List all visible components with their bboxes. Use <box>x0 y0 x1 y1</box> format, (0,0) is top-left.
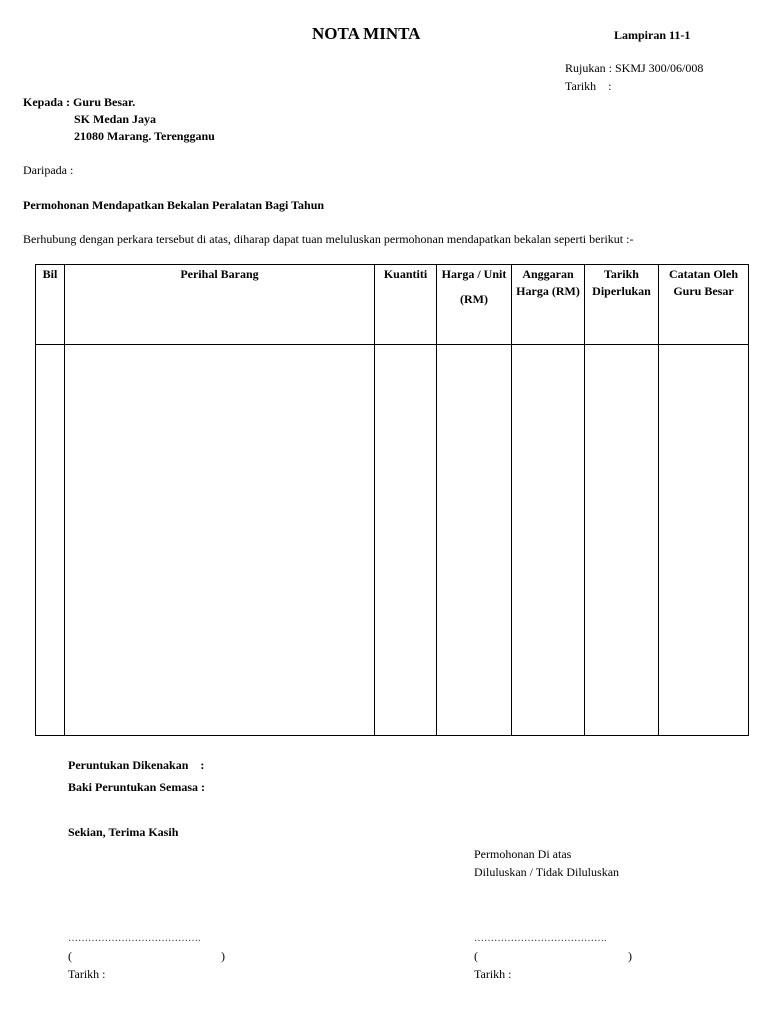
signature-line-right[interactable]: …………………………………. <box>474 933 607 944</box>
unit-price-label: Harga / Unit <box>441 267 507 281</box>
allocation-balance: Baki Peruntukan Semasa : <box>68 780 206 794</box>
cell-principal-notes[interactable] <box>659 345 749 736</box>
column-header-principal-notes: Catatan Oleh Guru Besar <box>659 265 749 345</box>
unit-price-currency: (RM) <box>460 292 488 306</box>
document-title: NOTA MINTA <box>312 24 421 43</box>
table-row <box>36 345 749 736</box>
name-bracket-close-left: ) <box>221 949 225 963</box>
name-bracket-open-left: ( <box>68 949 72 963</box>
intro-paragraph: Berhubung dengan perkara tersebut di atas, diharap dapat tuan meluluskan permohonan mendapatkan bekalan seperti berikut :- <box>23 232 634 246</box>
closing-line: Sekian, Terima Kasih <box>68 825 179 839</box>
column-header-estimated-price: Anggaran Harga (RM) <box>512 265 585 345</box>
items-table <box>35 264 749 736</box>
table-header-row <box>36 265 749 345</box>
column-header-bil: Bil <box>36 265 65 345</box>
recipient-address: 21080 Marang. Terengganu <box>74 129 215 143</box>
from-label: Daripada : <box>23 163 74 177</box>
subject-line: Permohonan Mendapatkan Bekalan Peralatan Bagi Tahun <box>23 198 325 212</box>
cell-quantity[interactable] <box>375 345 437 736</box>
reference-number: Rujukan : SKMJ 300/06/008 <box>565 61 704 75</box>
cell-date-required[interactable] <box>585 345 659 736</box>
approval-status-line2: Diluluskan / Tidak Diluluskan <box>474 865 620 879</box>
cell-unit-price[interactable] <box>437 345 512 736</box>
cell-bil[interactable] <box>36 345 65 736</box>
column-header-unit-price <box>437 265 512 345</box>
cell-estimated-price[interactable] <box>512 345 585 736</box>
date-field-header: Tarikh : <box>565 79 612 93</box>
column-header-quantity: Kuantiti <box>375 265 437 345</box>
approval-status-line1: Permohonan Di atas <box>474 847 572 861</box>
signature-line-left[interactable]: …………………………………. <box>68 933 201 944</box>
recipient-label: Kepada : Guru Besar. <box>23 95 136 109</box>
name-bracket-open-right: ( <box>474 949 478 963</box>
signature-date-left: Tarikh : <box>68 967 106 981</box>
attachment-label: Lampiran 11-1 <box>614 28 691 42</box>
recipient-school: SK Medan Jaya <box>74 112 157 126</box>
name-bracket-close-right: ) <box>628 949 632 963</box>
cell-item[interactable] <box>65 345 375 736</box>
allocation-charged: Peruntukan Dikenakan : <box>68 758 205 772</box>
column-header-date-required: Tarikh Diperlukan <box>585 265 659 345</box>
column-header-item: Perihal Barang <box>65 265 375 345</box>
signature-date-right: Tarikh : <box>474 967 512 981</box>
